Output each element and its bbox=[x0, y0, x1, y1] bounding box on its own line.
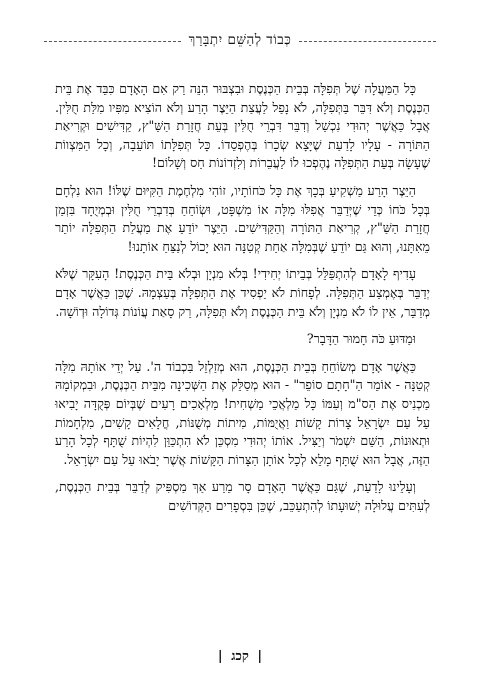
page-number-bar-left: | bbox=[217, 649, 223, 664]
page-number-bar-right: | bbox=[257, 649, 263, 664]
paragraph-3: עָדִיף לָאָדָם לְהִתְפַּלֵּל בְּבֵיתוֹ יְחִידִי! בְּלֹא מִנְיָן וּבְלֹא בֵּית הַכְּנֶסֶת! הָעִקָּר שֶׁלֹּא יְדַבֵּר בְּאֶמְצַע הַתְּפִלָּה. לְפָחוֹת לֹא יַפְסִיד אֶת הַתְּפִלָּה בְּעַצְמָהּ. שֶׁכֵּן כַּאֲשֶׁר אָדָם מְדַבֵּר, אֵין לוֹ לֹא מִנְיָן וְלֹא בֵּית הַכְּנֶסֶת וְלֹא תְּפִלָּה, רַק סָאַת עֲוֹנוֹת גְּדוֹלָה וּדְוֹשָׁה. bbox=[55, 266, 430, 319]
paragraph-2: הַיֵּצֶר הָרַע מַשְׁקִיעַ בְּכָךְ אֶת כָּל כֹּחוֹתָיו, זוֹהִי מִלְחֶמֶת הַקִּיּוּם שֶׁלּוֹ! הוּא נִלְחָם בְּכָל כֹּחוֹ כְּדֵי שֶׁיְּדַבֵּר אֲפִלּוּ מִלָּה אוֹ מִשְׁפָּט, וּשְׂוֹחֵחַ בְּדִבְרֵי חֻלִּין וּבְמְיֻחָד בִּזְמַן חֲזָרַת הַשַּׁ"ץ, קְרִיאַת הַתּוֹרָה וְהַקַּדִּישִׁים. הַיֵּצֶר יוֹדֵעַ אֶת מַעֲלַת הַתְּפִלָּה יוֹתֵר מֵאִתָּנוּ, וְהוּא גַּם יוֹדֵעַ שֶׁבְּמִלָּה אַחַת קְטַנָּה הוּא יָכוֹל לְנַצֵּחַ אוֹתָנוּ! bbox=[55, 182, 430, 254]
header-rule-left bbox=[44, 41, 181, 42]
paragraph-1: כָּל הַמַּעֲלָה שֶׁל תְּפִלָּה בְּבֵית הַכְּנֶסֶת וּבִצְבּוּר הִנֵּה רַק אִם הָאָדָם כִּבֵּד אֶת בֵּית הַכְּנֶסֶת וְלֹא דִּבֵּר בַּתְּפִלָּה, לֹא נָפַל לַעֲצַת הַיֵּצֶר הָרַע וְלֹא הוֹצִיא מִפִּיו מִלַּת חֻלִּין. אֲבָל כַּאֲשֶׁר יְהוּדִי נִכְשַׁל וְדִבֵּר דִּבְרֵי חֻלִּין בְּעֵת חֲזָרַת הַשַּׁ"ץ, קַדִּישִׁים וּקְרִיאַת הַתּוֹרָה - עָלָיו לָדַעַת שֶׁיָּצָא שְׂכָרוֹ בְּהֶפְסֵדוֹ. כָּל תְּפִלָּתוֹ תּוֹעֵבָה, וְכָל הַמִּצְווֹת שֶׁעָשָׂה בְּעֵת הַתְּפִלָּה נֶהֶפְכוּ לוֹ לַעֲבֵרוֹת וְלִזְדוֹנוֹת חַס וְשָׁלוֹם! bbox=[55, 81, 430, 171]
body-text bbox=[55, 80, 430, 524]
paragraph-5: כַּאֲשֶׁר אָדָם מְשׂוֹחֵחַ בְּבֵית הַכְּנֶסֶת, הוּא מְזַלְזֵל בִּכְבוֹד ה'. עַל יְדֵי אוֹתָהּ מִלָּה קְטַנָּה - אוֹמֵר הַ"חָתָם סוֹפֵר" - הוּא מְסַלֵּק אֶת הַשְּׁכִינָה מִבֵּית הַכְּנֶסֶת, וּבִמְקוֹמָהּ מַכְנִיס אֶת הַס"מ וְעִמּוֹ כָּל מַלְאֲכֵי מַשְׁחִית! מַלְאָכִים רָעִים שֶׁבְּיוֹם פְּקֻדָּה יָבִיאוּ עַל עַם יִשְׂרָאֵל צָרוֹת קָשׁוֹת וַאֲיֻמּוֹת, מִיתוֹת מְשֻׁנּוֹת, חֳלָאִים קָשִׁים, מִלְחָמוֹת וּתְאוּנוֹת, הַשֵּׁם יִשְׁמֹר וְיַצִּיל. אוֹתוֹ יְהוּדִי מִסְכֵּן לֹא הִתְכַּוֵּן לִהְיוֹת שֻׁתָּף לְכָל הָרַע הַזֶּה, אֲבָל הוּא שֻׁתָּף מָלֵא לְכָל אוֹתָן הַצָּרוֹת הַקָּשׁוֹת אֲשֶׁר יָבֹאוּ עַל עַם יִשְׂרָאֵל. bbox=[55, 358, 430, 467]
running-header bbox=[44, 30, 436, 50]
header-title: כְּבוֹד לְהַשֵּׁם יִתְבָּרַךְ bbox=[188, 32, 292, 48]
page-footer bbox=[0, 648, 480, 664]
page-number: קכג bbox=[231, 649, 249, 664]
paragraph-question: וּמַדּוּעַ כֹּה חָמוּר הַדָּבָר? bbox=[306, 331, 416, 347]
paragraph-6: וְעָלֵינוּ לָדַעַת, שֶׁגַּם כַּאֲשֶׁר הָאָדָם סָר מֵרַע אַךְ מַסְפִּיק לְדַבֵּר בְּבֵית הַכְּנֶסֶת, לְעִתִּים עֲלוּלָה יְשׁוּעָתוֹ לְהִתְעַכֵּב, שֶׁכֵּן בִּסְפָרִים הַקְּדוֹשִׁים bbox=[55, 479, 430, 513]
header-rule-right bbox=[299, 41, 436, 42]
